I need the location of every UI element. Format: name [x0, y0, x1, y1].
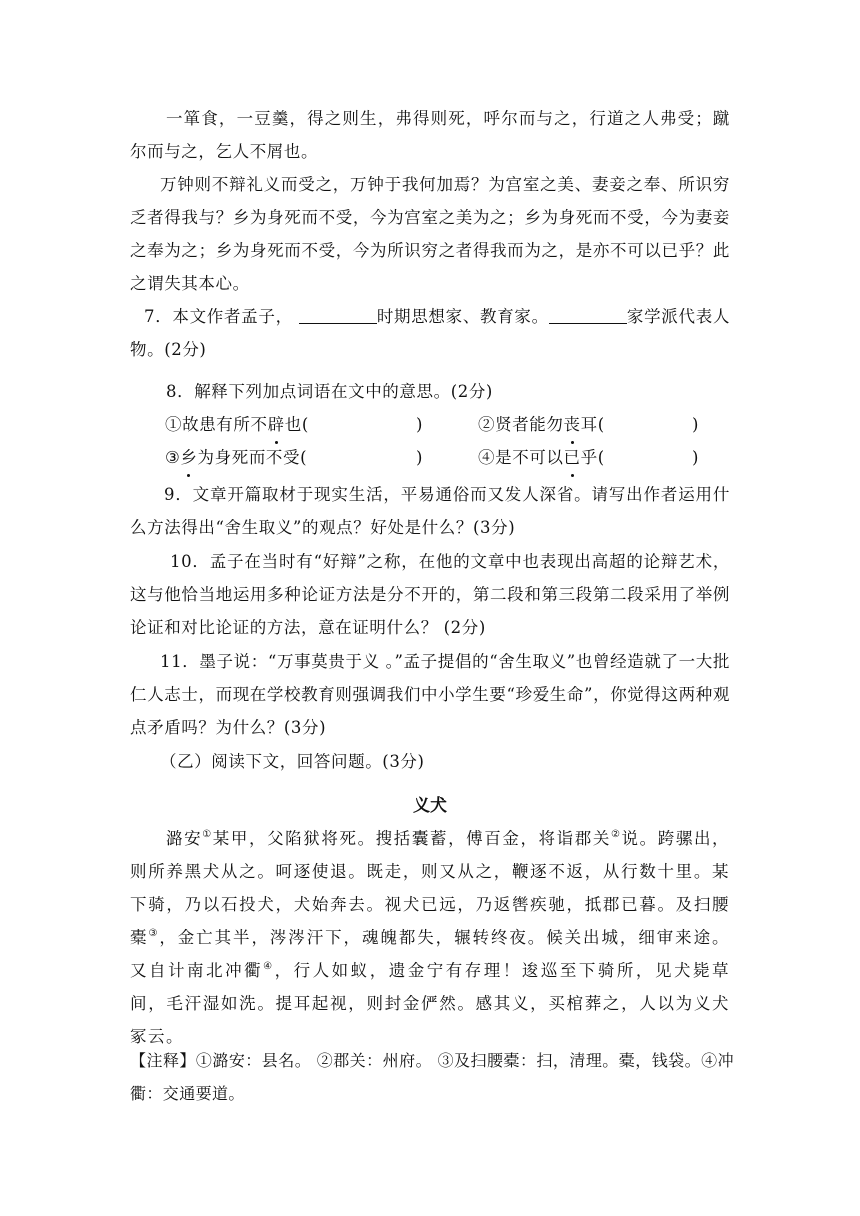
q8-item-3	[165, 441, 307, 474]
q7-blank-period[interactable]	[299, 305, 377, 324]
q8-item-2-pre: ②贤者能勿	[478, 415, 564, 434]
q8-item-4-pre: ④是不可以	[478, 448, 564, 467]
q8-item-2-dotted-word: 丧	[564, 408, 581, 441]
question-8-stem: 8．解释下列加点词语在文中的意思。(2分)	[166, 382, 493, 401]
footnote-mark-1: ①	[202, 829, 213, 840]
story-text-2: 某甲，父陷狱将死。搜括囊蓄，傅百金，将诣郡关	[212, 829, 611, 848]
question-7	[130, 300, 730, 366]
q7-blank-school[interactable]	[549, 305, 627, 324]
q7-text-2: 时期思想家、教育家。	[376, 307, 549, 326]
footnote-mark-3: ③	[148, 928, 160, 939]
q8-item-2-close: )	[692, 415, 700, 434]
section-b-heading: （乙）阅读下文，回答问题。(3分)	[160, 752, 425, 771]
q8-item-4-post: 乎(	[580, 448, 605, 467]
q8-item-1-post: 也(	[284, 415, 309, 434]
q8-item-2	[478, 408, 605, 441]
q8-item-2-post: 耳(	[580, 415, 605, 434]
q8-item-4	[478, 441, 605, 474]
story-title: 义犬	[413, 796, 447, 816]
story-notes: 【注释】①潞安：县名。 ②郡关：州府。 ③及扫腰橐：扫，清理。橐，钱袋。④冲衢：交通要道。	[130, 1051, 734, 1103]
question-10: 10．孟子在当时有“好辩”之称，在他的文章中也表现出高超的论辩艺术，这与他恰当地运用多种论证方法是分不开的，第二段和第三段第二段采用了举例论证和对比论证的方法，意在证明什么？ (2分)	[130, 552, 730, 637]
q8-item-3-close: )	[416, 448, 424, 467]
question-11: 11．墨子说：“万事莫贵于义 。”孟子提倡的“舍生取义”也曾经造就了一大批仁人志士，而现在学校教育则强调我们中小学生要“珍爱生命”，你觉得这两种观点矛盾吗？为什么？(3分)	[130, 652, 730, 737]
story-text-4: ，金亡其半，涔涔汗下，魂魄都失，辗转终夜。候关出城，细审来途。又自计南北冲衢	[130, 928, 731, 980]
story-text-3: 说。跨骡出，则所养黑犬从之。呵逐使退。既走，则又从之，鞭逐不返，从行数十里。某下骑，乃以石投犬，犬始奔去。视犬已远，乃返辔疾驰，抵郡已暮。及扫腰橐	[130, 829, 731, 947]
story-body	[130, 822, 730, 1053]
question-9: 9．文章开篇取材于现实生活，平易通俗而又发人深省。请写出作者运用什么方法得出“舍生取义”的观点？好处是什么？(3分)	[130, 485, 730, 537]
q7-text-3: 家学派代表人物。(2分)	[130, 307, 730, 359]
passage-paragraph-1: 一箪食，一豆羹，得之则生，弗得则死，呼尔而与之，行道之人弗受；蹴尔而与之，乞人不屑也。	[130, 109, 730, 161]
story-text-1: 潞安	[166, 829, 203, 848]
q8-item-1-pre: ①故患有所不	[165, 415, 268, 434]
q8-item-3-pre: ③	[165, 448, 181, 467]
q8-item-3-dotted-word: 乡	[180, 441, 197, 474]
q8-item-4-dotted-word: 已	[564, 441, 581, 474]
footnote-mark-4: ④	[263, 961, 275, 972]
q7-text-1: 7．本文作者孟子，	[144, 307, 293, 326]
q8-item-3-post: 为身死而不受(	[197, 448, 308, 467]
q8-item-1-close: )	[416, 415, 424, 434]
q8-item-1	[165, 408, 309, 441]
q8-item-4-close: )	[692, 448, 700, 467]
passage-paragraph-2: 万钟则不辩礼义而受之，万钟于我何加焉？为宫室之美、妻妾之奉、所识穷乏者得我与？乡为身死而不受，今为宫室之美为之；乡为身死而不受，今为妻妾之奉为之；乡为身死而不受，今为所识穷之者得我而为之，是亦不可以已乎？此之谓失其本心。	[130, 175, 730, 293]
q8-item-1-dotted-word: 辟	[268, 408, 285, 441]
footnote-mark-2: ②	[610, 829, 622, 840]
story-text-5: ，行人如蚁，遗金宁有存理！逡巡至下骑所，见犬毙草间，毛汗湿如洗。提耳起视，则封金俨然。感其义，买棺葬之，人以为义犬冢云。	[130, 961, 731, 1046]
